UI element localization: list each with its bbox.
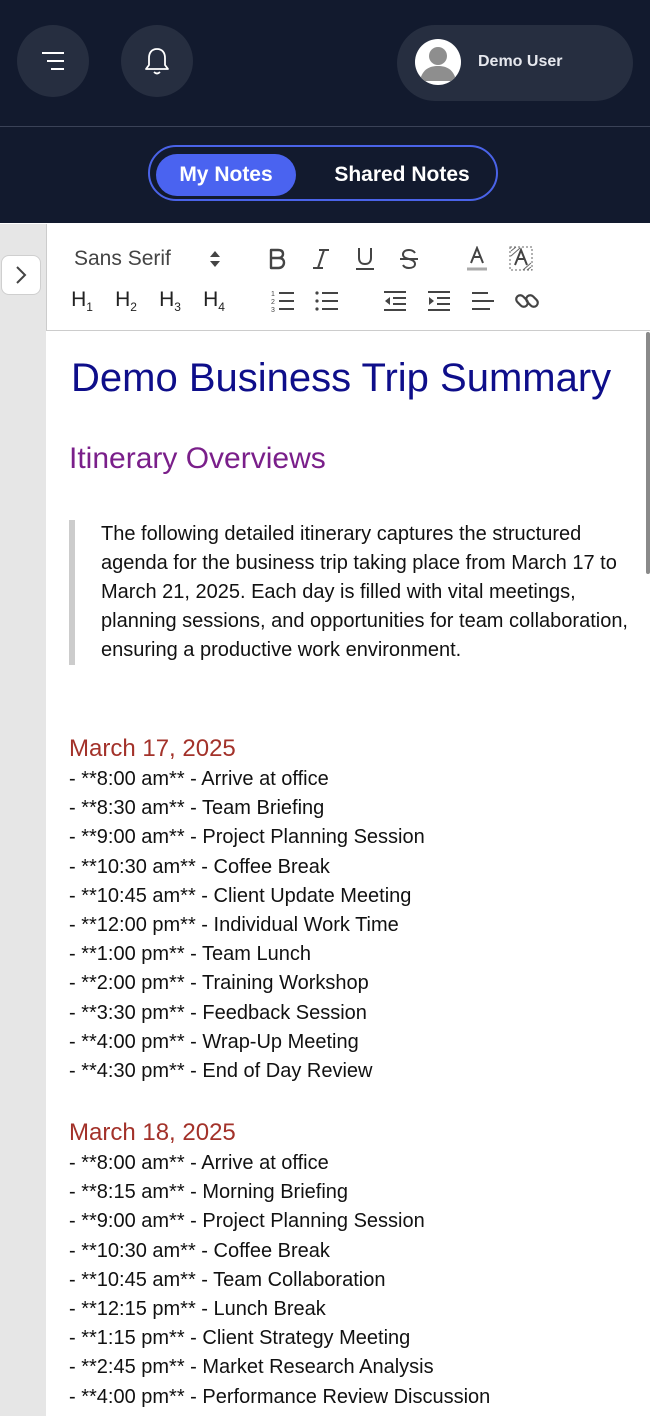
align-button[interactable] — [469, 286, 497, 316]
list-item: - **10:30 am** - Coffee Break — [69, 855, 330, 878]
header-1-button[interactable] — [65, 286, 99, 316]
bell-icon — [143, 46, 171, 76]
select-arrows-icon — [208, 248, 222, 270]
day-heading: March 18, 2025 — [69, 1119, 236, 1146]
user-name: Demo User — [478, 53, 563, 70]
list-item: - **8:00 am** - Arrive at office — [69, 1152, 329, 1174]
list-item: - **4:30 pm** - End of Day Review — [69, 1060, 373, 1083]
avatar — [415, 39, 461, 85]
list-item: - **1:15 pm** - Client Strategy Meeting — [69, 1327, 411, 1350]
align-left-icon — [471, 289, 495, 313]
bullet-list-button[interactable] — [313, 286, 341, 316]
list-item: - **8:30 am** - Team Briefing — [69, 797, 325, 820]
chevron-right-icon — [14, 265, 28, 285]
header-2-button[interactable] — [109, 286, 143, 316]
underline-icon — [354, 246, 376, 272]
list-item: - **12:15 pm** - Lunch Break — [69, 1298, 326, 1321]
h2-icon: $H_2$ — [115, 288, 137, 314]
background-color-button[interactable] — [507, 244, 535, 274]
tab-bar — [0, 127, 650, 223]
bold-button[interactable] — [263, 244, 291, 274]
outdent-icon — [383, 289, 407, 313]
h3-icon: $H_3$ — [159, 288, 181, 314]
ordered-list-button[interactable] — [269, 286, 297, 316]
ordered-list-icon — [271, 289, 295, 313]
editor-scrollbar[interactable] — [646, 332, 650, 574]
schedule-list — [69, 765, 425, 1086]
svg-text:3: 3 — [271, 307, 275, 313]
day-heading: March 17, 2025 — [69, 735, 236, 762]
h1-icon: $H_1$ — [71, 288, 93, 314]
list-item: - **4:00 pm** - Performance Review Discussion — [69, 1385, 491, 1408]
link-icon — [514, 288, 540, 314]
text-color-button[interactable] — [463, 244, 491, 274]
font-family-select[interactable] — [74, 244, 234, 274]
user-menu[interactable] — [397, 25, 633, 101]
svg-text:1: 1 — [271, 291, 275, 298]
list-item: - **2:45 pm** - Market Research Analysis — [69, 1356, 434, 1379]
menu-button[interactable] — [17, 25, 89, 97]
list-item: - **10:45 am** - Client Update Meeting — [69, 884, 412, 907]
tab-my-notes[interactable]: My Notes — [156, 154, 296, 196]
list-item: - **3:30 pm** - Feedback Session — [69, 1001, 367, 1024]
expand-sidebar-button[interactable] — [1, 255, 41, 295]
italic-icon — [310, 247, 332, 271]
list-item: - **4:00 pm** - Wrap-Up Meeting — [69, 1030, 359, 1053]
strikethrough-icon — [398, 247, 420, 271]
schedule-list — [69, 1149, 490, 1412]
notifications-button[interactable] — [121, 25, 193, 97]
underline-button[interactable] — [351, 244, 379, 274]
indent-icon — [427, 289, 451, 313]
italic-button[interactable] — [307, 244, 335, 274]
list-item: - **8:00 am** - Arrive at office — [69, 768, 329, 790]
list-item: - **12:00 pm** - Individual Work Time — [69, 914, 399, 937]
document-subtitle: Itinerary Overviews — [69, 442, 326, 475]
sidebar-gutter — [0, 224, 46, 1416]
svg-text:2: 2 — [271, 299, 275, 306]
text-color-icon — [466, 246, 488, 272]
h4-icon: $H_4$ — [203, 288, 225, 314]
editor-content[interactable] — [46, 332, 650, 1416]
notes-tabs — [148, 145, 498, 201]
app-header — [0, 0, 650, 127]
menu-icon — [39, 50, 67, 72]
link-button[interactable] — [513, 286, 541, 316]
list-item: - **10:45 am** - Team Collaboration — [69, 1268, 386, 1291]
header-4-button[interactable] — [197, 286, 231, 316]
outdent-button[interactable] — [381, 286, 409, 316]
header-3-button[interactable] — [153, 286, 187, 316]
list-item: - **1:00 pm** - Team Lunch — [69, 943, 311, 966]
highlight-icon — [509, 246, 533, 272]
indent-button[interactable] — [425, 286, 453, 316]
bold-icon — [266, 247, 288, 271]
list-item: - **9:00 am** - Project Planning Session — [69, 1210, 425, 1233]
font-family-value: Sans Serif — [74, 247, 171, 270]
list-item: - **2:00 pm** - Training Workshop — [69, 972, 369, 995]
list-item: - **8:15 am** - Morning Briefing — [69, 1181, 349, 1204]
list-item: - **9:00 am** - Project Planning Session — [69, 826, 425, 849]
tab-shared-notes[interactable]: Shared Notes — [334, 163, 470, 186]
intro-blockquote: The following detailed itinerary captures the structured agenda for the business trip taking place from March 17 to March 21, 2025. Each day is filled with vital meetings, planning sessions, and opportunities for team collaboration, ensuring a productive work environment. — [69, 520, 629, 665]
editor-toolbar — [46, 224, 650, 331]
user-icon — [415, 39, 461, 85]
list-item: - **10:30 am** - Coffee Break — [69, 1239, 330, 1262]
strikethrough-button[interactable] — [395, 244, 423, 274]
document-title: Demo Business Trip Summary — [71, 356, 612, 400]
bullet-list-icon — [315, 289, 339, 313]
